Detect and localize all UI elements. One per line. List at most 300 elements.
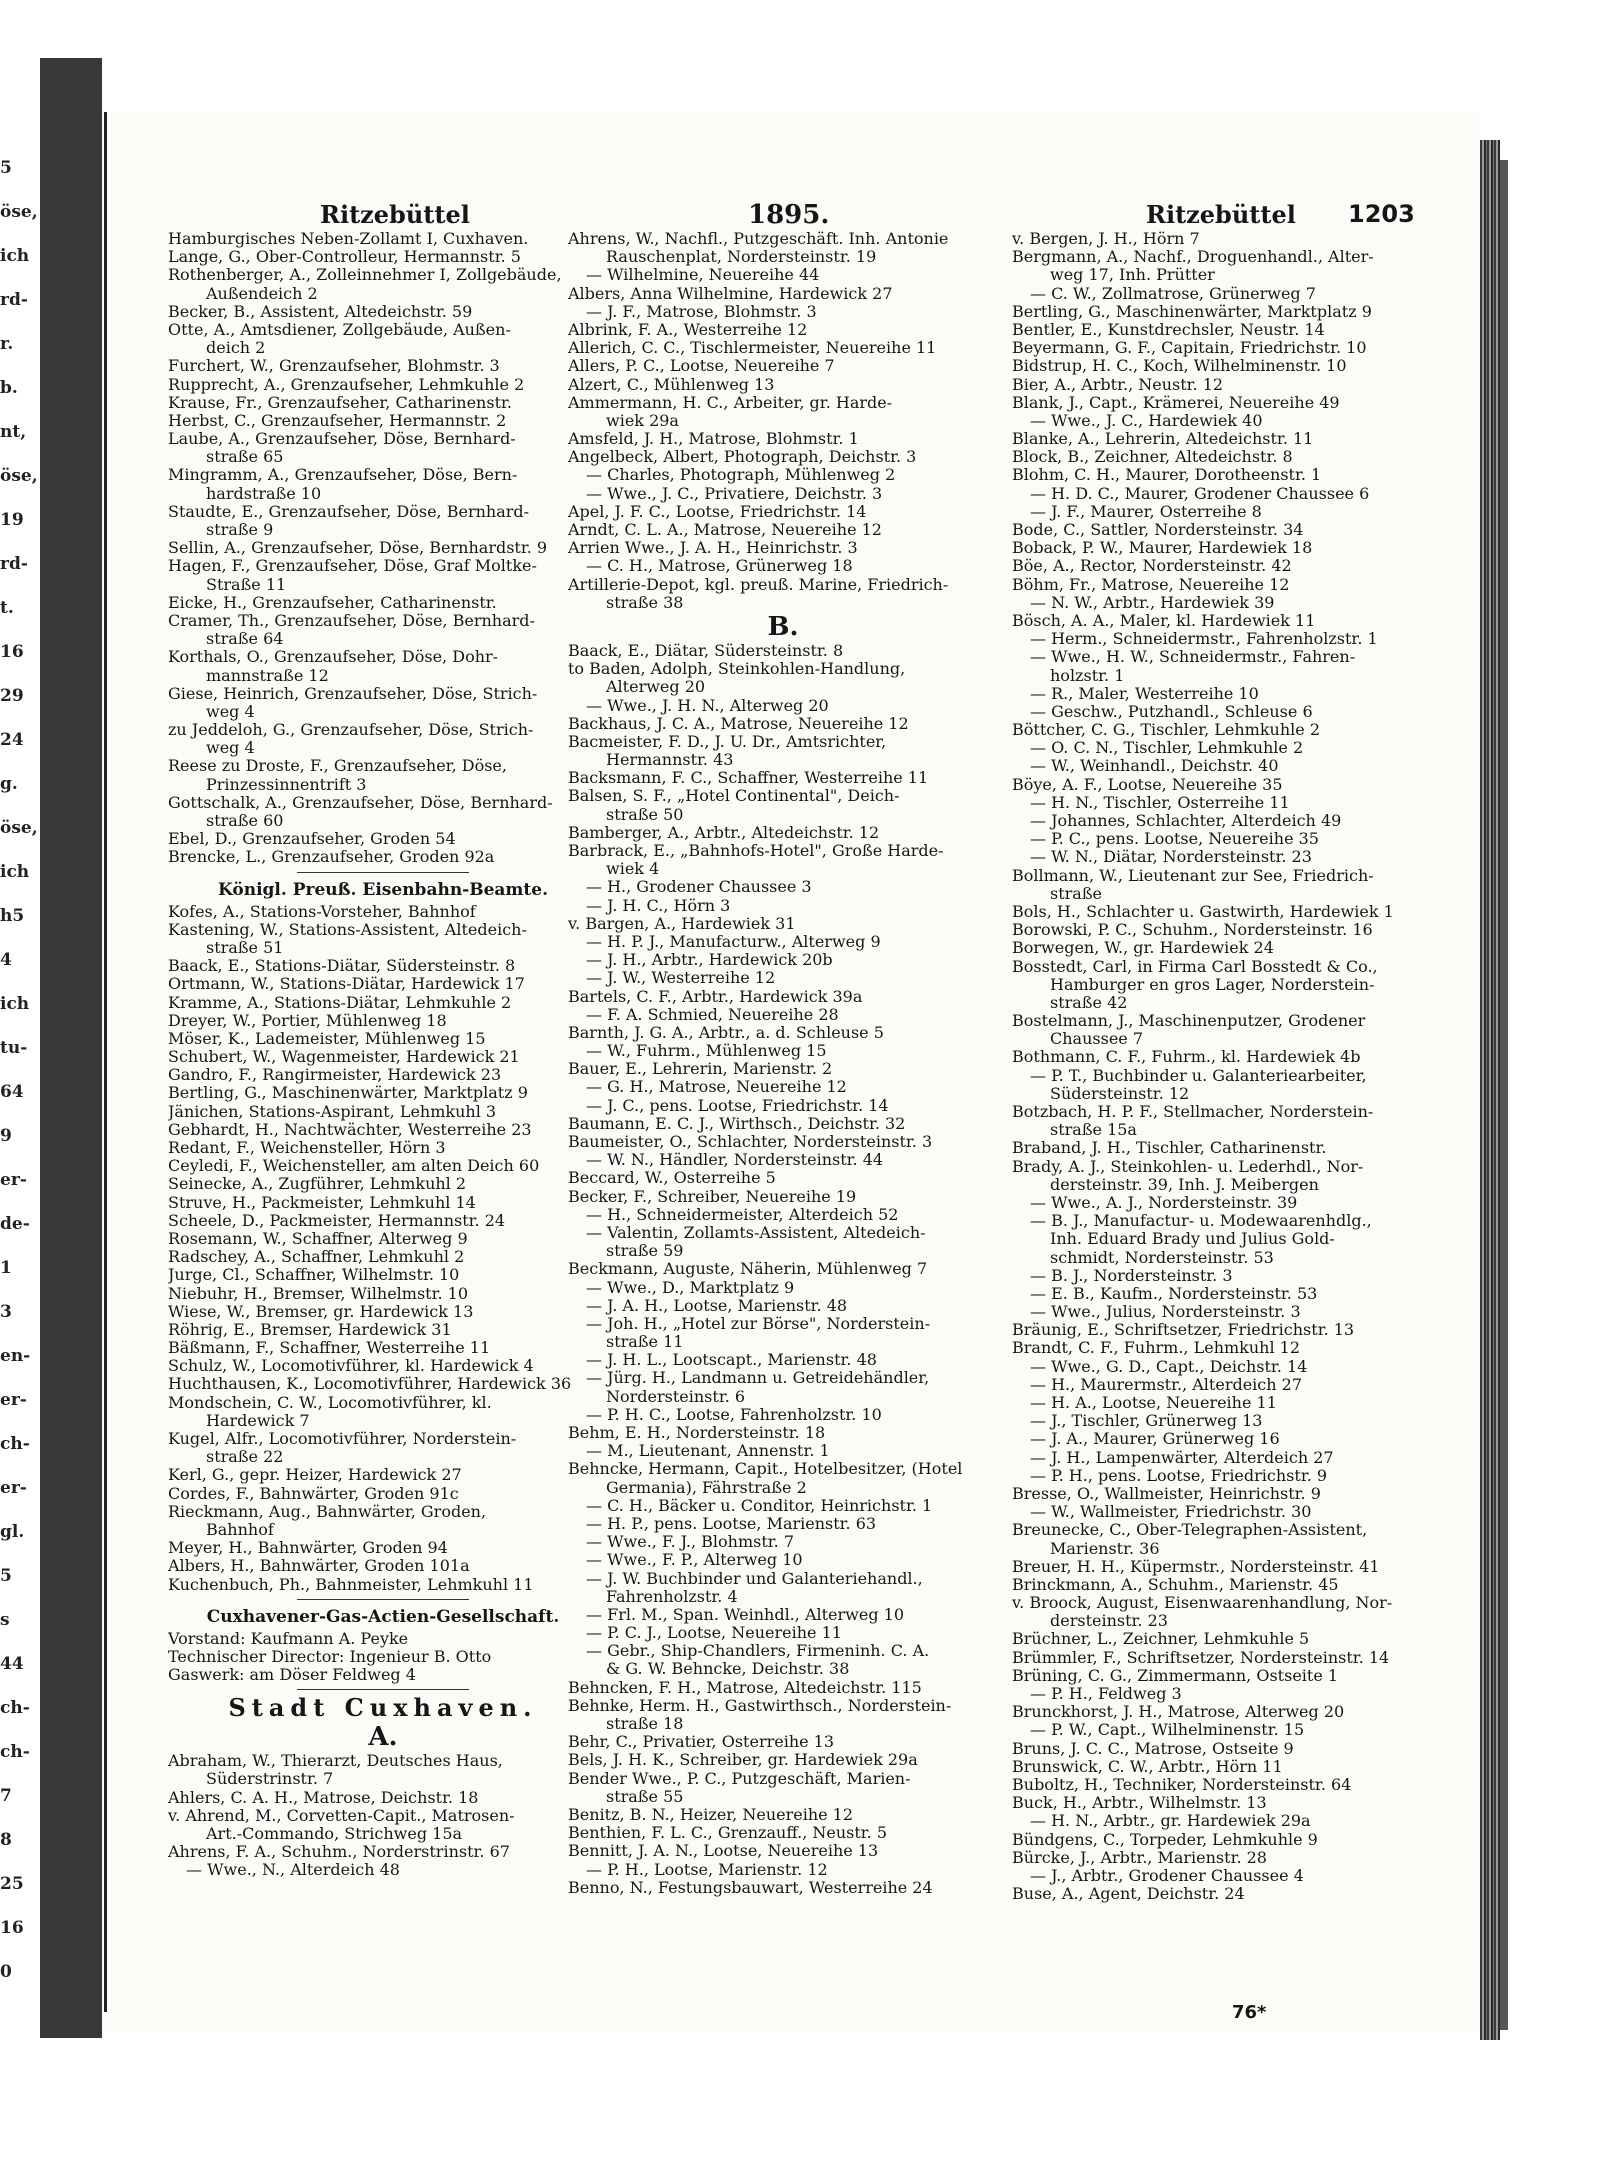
directory-entry: Breuer, H. H., Küpermstr., Nordersteinstr. 41 bbox=[1012, 1557, 1380, 1576]
directory-entry: Hagen, F., Grenzaufseher, Döse, Graf Moltke- bbox=[168, 557, 537, 576]
entry-continuation: straße 42 bbox=[1050, 993, 1128, 1012]
directory-entry: Bier, A., Arbtr., Neustr. 12 bbox=[1012, 375, 1224, 394]
directory-entry: Bäßmann, F., Schaffner, Westerreihe 11 bbox=[168, 1339, 491, 1358]
entry-sub: — Frl. M., Span. Weinhdl., Alterweg 10 bbox=[586, 1605, 905, 1624]
previous-page-fragment: er- bbox=[0, 1478, 27, 1498]
entry-sub: — Wwe., A. J., Nordersteinstr. 39 bbox=[1030, 1193, 1298, 1212]
directory-column-2 bbox=[568, 230, 998, 1897]
directory-entry: Barnth, J. G. A., Arbtr., a. d. Schleuse 5 bbox=[568, 1023, 884, 1042]
directory-entry: Ahrens, W., Nachfl., Putzgeschäft. Inh. Antonie bbox=[568, 230, 949, 248]
directory-entry: Bols, H., Schlachter u. Gastwirth, Hardewiek 1 bbox=[1012, 902, 1394, 921]
directory-entry: Brady, A. J., Steinkohlen- u. Lederhdl., Nor- bbox=[1012, 1157, 1364, 1176]
directory-entry: Ceyledi, F., Weichensteller, am alten Deich 60 bbox=[168, 1157, 540, 1176]
directory-entry: Becker, F., Schreiber, Neuereihe 19 bbox=[568, 1187, 857, 1206]
entry-sub: — H. N., Arbtr., gr. Hardewiek 29a bbox=[1030, 1812, 1311, 1831]
entry-sub: — W., Wallmeister, Friedrichstr. 30 bbox=[1030, 1503, 1312, 1522]
entry-continuation: straße bbox=[1050, 884, 1102, 903]
directory-entry: Jurge, Cl., Schaffner, Wilhelmstr. 10 bbox=[168, 1266, 460, 1285]
entry-sub: — R., Maler, Westerreihe 10 bbox=[1030, 684, 1259, 703]
entry-continuation: straße 15a bbox=[1050, 1121, 1137, 1140]
directory-entry: Baack, E., Diätar, Südersteinstr. 8 bbox=[568, 641, 844, 660]
entry-sub: — J. H. C., Hörn 3 bbox=[586, 896, 731, 915]
directory-entry: Gandro, F., Rangirmeister, Hardewick 23 bbox=[168, 1066, 502, 1085]
entry-sub: — M., Lieutenant, Annenstr. 1 bbox=[586, 1442, 830, 1461]
entry-continuation: Alterweg 20 bbox=[606, 678, 706, 697]
directory-entry: Boback, P. W., Maurer, Hardewiek 18 bbox=[1012, 539, 1313, 558]
directory-entry: Buse, A., Agent, Deichstr. 24 bbox=[1012, 1885, 1245, 1904]
previous-page-fragment: 0 bbox=[0, 1962, 12, 1982]
entry-continuation: & G. W. Behncke, Deichstr. 38 bbox=[606, 1660, 850, 1679]
directory-entry: Brinckmann, A., Schuhm., Marienstr. 45 bbox=[1012, 1575, 1339, 1594]
directory-entry: v. Broock, August, Eisenwaarenhandlung, Nor- bbox=[1012, 1594, 1393, 1613]
entry-sub: — J. W. Buchbinder und Galanteriehandl., bbox=[586, 1569, 923, 1588]
directory-entry: Behncke, Hermann, Capit., Hotelbesitzer, (Hotel bbox=[568, 1460, 963, 1479]
section-rule bbox=[168, 867, 598, 877]
entry-continuation: straße 64 bbox=[206, 630, 284, 649]
scan-binding-shadow bbox=[40, 58, 102, 2038]
entry-continuation: dersteinstr. 39, Inh. J. Meibergen bbox=[1050, 1175, 1319, 1194]
entry-sub: — P. H. C., Lootse, Fahrenholzstr. 10 bbox=[586, 1405, 882, 1424]
previous-page-fragment: öse, bbox=[0, 466, 38, 486]
previous-page-fragment: ch- bbox=[0, 1698, 30, 1718]
directory-entry: Bender Wwe., P. C., Putzgeschäft, Marien- bbox=[568, 1769, 911, 1788]
directory-entry: Arrien Wwe., J. A. H., Heinrichstr. 3 bbox=[568, 539, 858, 558]
entry-sub: — Wwe., J. H. N., Alterweg 20 bbox=[586, 696, 829, 715]
directory-entry: Botzbach, H. P. F., Stellmacher, Norderstein- bbox=[1012, 1103, 1374, 1121]
entry-sub: — Wwe., Julius, Nordersteinstr. 3 bbox=[1030, 1303, 1301, 1322]
directory-entry: Kramme, A., Stations-Diätar, Lehmkuhle 2 bbox=[168, 993, 512, 1012]
directory-entry: Apel, J. F. C., Lootse, Friedrichstr. 14 bbox=[568, 502, 867, 521]
directory-entry: Buboltz, H., Techniker, Nordersteinstr. 64 bbox=[1012, 1775, 1352, 1794]
directory-entry: Cramer, Th., Grenzaufseher, Döse, Bernhard- bbox=[168, 611, 535, 630]
previous-page-fragment: 64 bbox=[0, 1082, 24, 1102]
entry-sub: — Johannes, Schlachter, Alterdeich 49 bbox=[1030, 812, 1342, 830]
previous-page-fragment: 16 bbox=[0, 1918, 24, 1938]
previous-page-fragment: s bbox=[0, 1610, 10, 1630]
entry-continuation: mannstraße 12 bbox=[206, 666, 329, 685]
previous-page-fragment: ich bbox=[0, 862, 30, 882]
directory-entry: Borwegen, W., gr. Hardewiek 24 bbox=[1012, 939, 1274, 958]
entry-sub: — Wwe., J. C., Hardewiek 40 bbox=[1030, 411, 1263, 430]
entry-continuation: straße 38 bbox=[606, 593, 684, 612]
previous-page-fragment: r. bbox=[0, 334, 14, 354]
directory-entry: Bidstrup, H. C., Koch, Wilhelminenstr. 10 bbox=[1012, 357, 1347, 376]
directory-entry: Alzert, C., Mühlenweg 13 bbox=[568, 375, 775, 394]
directory-entry: Böhm, Fr., Matrose, Neuereihe 12 bbox=[1012, 575, 1290, 594]
entry-continuation: Art.-Commando, Strichweg 15a bbox=[206, 1825, 463, 1843]
entry-sub: — N. W., Arbtr., Hardewiek 39 bbox=[1030, 593, 1275, 612]
entry-continuation: Süderstrinstr. 7 bbox=[206, 1770, 334, 1789]
entry-sub: — H. A., Lootse, Neuereihe 11 bbox=[1030, 1394, 1277, 1412]
running-head-year: 1895. bbox=[748, 200, 830, 230]
directory-entry: Bartels, C. F., Arbtr., Hardewick 39a bbox=[568, 987, 863, 1006]
entry-continuation: holzstr. 1 bbox=[1050, 666, 1125, 685]
directory-entry: Kerl, G., gepr. Heizer, Hardewick 27 bbox=[168, 1466, 462, 1485]
previous-page-fragment: 29 bbox=[0, 686, 24, 706]
directory-entry: Borowski, P. C., Schuhm., Nordersteinstr. 16 bbox=[1012, 921, 1373, 940]
entry-continuation: Südersteinstr. 12 bbox=[1050, 1084, 1190, 1103]
directory-entry: Brunckhorst, J. H., Matrose, Alterweg 20 bbox=[1012, 1703, 1345, 1722]
previous-page-fragment: 1 bbox=[0, 1258, 12, 1278]
directory-entry: Dreyer, W., Portier, Mühlenweg 18 bbox=[168, 1011, 447, 1030]
previous-page-fragment: 5 bbox=[0, 158, 12, 178]
directory-entry: Bode, C., Sattler, Nordersteinstr. 34 bbox=[1012, 521, 1304, 539]
previous-page-fragment: 44 bbox=[0, 1654, 24, 1674]
directory-entry: Bothmann, C. F., Fuhrm., kl. Hardewiek 4b bbox=[1012, 1048, 1361, 1067]
directory-entry: v. Bergen, J. H., Hörn 7 bbox=[1012, 230, 1200, 248]
directory-entry: Schubert, W., Wagenmeister, Hardewick 21 bbox=[168, 1048, 520, 1067]
entry-sub: — H. P., pens. Lootse, Marienstr. 63 bbox=[586, 1514, 877, 1533]
directory-entry: Schulz, W., Locomotivführer, kl. Hardewick 4 bbox=[168, 1357, 534, 1376]
directory-entry: Furchert, W., Grenzaufseher, Blohmstr. 3 bbox=[168, 357, 500, 376]
entry-sub: — J., Tischler, Grünerweg 13 bbox=[1030, 1412, 1263, 1431]
directory-entry: Rieckmann, Aug., Bahnwärter, Groden, bbox=[168, 1502, 487, 1521]
entry-sub: — J. W., Westerreihe 12 bbox=[586, 969, 776, 988]
previous-page-fragment: 3 bbox=[0, 1302, 12, 1322]
directory-entry: Bösch, A. A., Maler, kl. Hardewiek 11 bbox=[1012, 611, 1316, 630]
page-stack-edge bbox=[1480, 140, 1500, 2040]
section-rule bbox=[168, 1594, 598, 1604]
directory-entry: Benno, N., Festungsbauwart, Westerreihe 24 bbox=[568, 1878, 933, 1897]
directory-entry: Ortmann, W., Stations-Diätar, Hardewick 17 bbox=[168, 975, 525, 994]
directory-entry: Sellin, A., Grenzaufseher, Döse, Bernhardstr. 9 bbox=[168, 539, 548, 558]
entry-continuation: Germania), Fährstraße 2 bbox=[606, 1478, 807, 1497]
directory-entry: Blohm, C. H., Maurer, Dorotheenstr. 1 bbox=[1012, 466, 1322, 485]
entry-sub: — P. W., Capt., Wilhelminenstr. 15 bbox=[1030, 1721, 1305, 1740]
directory-entry: Blanke, A., Lehrerin, Altedeichstr. 11 bbox=[1012, 430, 1314, 449]
entry-sub: — P. H., Feldweg 3 bbox=[1030, 1685, 1182, 1703]
previous-page-fragment: t. bbox=[0, 598, 14, 618]
entry-sub: — W. N., Händler, Nordersteinstr. 44 bbox=[586, 1151, 884, 1170]
directory-entry: Kugel, Alfr., Locomotivführer, Norderstein- bbox=[168, 1430, 517, 1448]
entry-sub: — P. T., Buchbinder u. Galanteriearbeiter, bbox=[1030, 1066, 1367, 1085]
directory-entry: Backsmann, F. C., Schaffner, Westerreihe 11 bbox=[568, 769, 929, 788]
directory-entry: Beckmann, Auguste, Näherin, Mühlenweg 7 bbox=[568, 1260, 928, 1279]
directory-entry: Behm, E. H., Nordersteinstr. 18 bbox=[568, 1424, 826, 1442]
directory-entry: Albrink, F. A., Westerreihe 12 bbox=[568, 320, 808, 339]
directory-entry: Ammermann, H. C., Arbeiter, gr. Harde- bbox=[568, 393, 893, 412]
entry-sub: — C. H., Matrose, Grünerweg 18 bbox=[586, 557, 853, 576]
directory-entry: Brümmler, F., Schriftsetzer, Nordersteinstr. 14 bbox=[1012, 1648, 1390, 1667]
directory-entry: Meyer, H., Bahnwärter, Groden 94 bbox=[168, 1539, 448, 1558]
entry-continuation: straße 11 bbox=[606, 1333, 684, 1352]
directory-entry: Böe, A., Rector, Nordersteinstr. 42 bbox=[1012, 557, 1292, 576]
directory-entry: v. Bargen, A., Hardewiek 31 bbox=[568, 914, 796, 933]
entry-continuation: straße 59 bbox=[606, 1242, 684, 1261]
letter-heading: A. bbox=[368, 1722, 398, 1753]
directory-entry: Gottschalk, A., Grenzaufseher, Döse, Bernhard- bbox=[168, 793, 553, 812]
entry-continuation: Prinzessinnentrift 3 bbox=[206, 775, 367, 794]
previous-page-fragment: en- bbox=[0, 1346, 31, 1366]
entry-sub: — P. H., Lootse, Marienstr. 12 bbox=[586, 1860, 828, 1879]
entry-continuation: schmidt, Nordersteinstr. 53 bbox=[1050, 1248, 1274, 1267]
directory-entry: Rothenberger, A., Zolleinnehmer I, Zollgebäude, bbox=[168, 266, 562, 285]
directory-entry: zu Jeddeloh, G., Grenzaufseher, Döse, Strich- bbox=[168, 721, 534, 740]
directory-entry: Brandt, C. F., Fuhrm., Lehmkuhl 12 bbox=[1012, 1339, 1301, 1358]
directory-entry: Albers, Anna Wilhelmine, Hardewick 27 bbox=[568, 284, 893, 303]
previous-page-fragment: 19 bbox=[0, 510, 24, 530]
directory-entry: Bergmann, A., Nachf., Droguenhandl., Alter- bbox=[1012, 248, 1374, 267]
directory-entry: Röhrig, E., Bremser, Hardewick 31 bbox=[168, 1320, 452, 1339]
page-number: 1203 bbox=[1348, 200, 1415, 228]
directory-entry: Bauer, E., Lehrerin, Marienstr. 2 bbox=[568, 1060, 833, 1079]
previous-page-fragment: ch- bbox=[0, 1434, 30, 1454]
directory-entry: Baumeister, O., Schlachter, Nordersteinstr. 3 bbox=[568, 1133, 933, 1151]
directory-entry: Krause, Fr., Grenzaufseher, Catharinenstr. bbox=[168, 393, 512, 412]
entry-continuation: hardstraße 10 bbox=[206, 484, 322, 503]
directory-entry: Bräunig, E., Schriftsetzer, Friedrichstr. 13 bbox=[1012, 1321, 1355, 1340]
entry-continuation: Hamburger en gros Lager, Norderstein- bbox=[1050, 975, 1375, 994]
directory-entry: Staudte, E., Grenzaufseher, Döse, Bernhard- bbox=[168, 502, 530, 521]
entry-sub: — W. N., Diätar, Nordersteinstr. 23 bbox=[1030, 848, 1312, 867]
directory-entry: Niebuhr, H., Bremser, Wilhelmstr. 10 bbox=[168, 1284, 469, 1303]
directory-entry: Seinecke, A., Zugführer, Lehmkuhl 2 bbox=[168, 1175, 467, 1194]
previous-page-fragment: 16 bbox=[0, 642, 24, 662]
directory-entry: Huchthausen, K., Locomotivführer, Hardewick 36 bbox=[168, 1375, 572, 1394]
directory-entry: Beccard, W., Osterreihe 5 bbox=[568, 1169, 776, 1188]
directory-entry: Bels, J. H. K., Schreiber, gr. Hardewiek 29a bbox=[568, 1751, 918, 1770]
entry-sub: — J. H. L., Lootscapt., Marienstr. 48 bbox=[586, 1351, 877, 1370]
directory-entry: v. Ahrend, M., Corvetten-Capit., Matrosen- bbox=[168, 1806, 515, 1825]
directory-entry: Ahrens, F. A., Schuhm., Norderstrinstr. 67 bbox=[168, 1843, 510, 1862]
directory-entry: Backhaus, J. C. A., Matrose, Neuereihe 12 bbox=[568, 714, 909, 733]
entry-sub: — Wwe., G. D., Capt., Deichstr. 14 bbox=[1030, 1357, 1308, 1376]
directory-entry: Wiese, W., Bremser, gr. Hardewick 13 bbox=[168, 1302, 474, 1321]
entry-sub: — B. J., Nordersteinstr. 3 bbox=[1030, 1266, 1233, 1285]
entry-sub: — P. H., pens. Lootse, Friedrichstr. 9 bbox=[1030, 1466, 1328, 1485]
entry-sub: — J. H., Arbtr., Hardewick 20b bbox=[586, 951, 833, 970]
directory-entry: Brüning, C. G., Zimmermann, Ostseite 1 bbox=[1012, 1666, 1339, 1685]
directory-entry: Behr, C., Privatier, Osterreihe 13 bbox=[568, 1733, 835, 1752]
directory-entry: Benitz, B. N., Heizer, Neuereihe 12 bbox=[568, 1805, 854, 1824]
directory-entry: Arndt, C. L. A., Matrose, Neuereihe 12 bbox=[568, 521, 882, 539]
previous-page-fragment: tu- bbox=[0, 1038, 28, 1058]
directory-entry: Kastening, W., Stations-Assistent, Altedeich- bbox=[168, 920, 527, 939]
directory-entry: Benthien, F. L. C., Grenzauff., Neustr. 5 bbox=[568, 1824, 888, 1843]
previous-page-fragment: nt, bbox=[0, 422, 27, 442]
page-stack-shadow bbox=[1500, 160, 1508, 2030]
entry-sub: — F. A. Schmied, Neuereihe 28 bbox=[586, 1005, 839, 1024]
entry-continuation: Inh. Eduard Brady und Julius Gold- bbox=[1050, 1230, 1335, 1249]
section-rule bbox=[168, 1684, 598, 1694]
directory-entry: Scheele, D., Packmeister, Hermannstr. 24 bbox=[168, 1211, 506, 1230]
directory-entry: Barbrack, E., „Bahnhofs-Hotel", Große Harde- bbox=[568, 842, 944, 860]
entry-continuation: Straße 11 bbox=[206, 575, 287, 594]
entry-sub: — O. C. N., Tischler, Lehmkuhle 2 bbox=[1030, 739, 1304, 758]
directory-entry: Kuchenbuch, Ph., Bahnmeister, Lehmkuhl 11 bbox=[168, 1575, 534, 1594]
directory-entry: Bruns, J. C. C., Matrose, Ostseite 9 bbox=[1012, 1739, 1294, 1758]
entry-sub: — H., Schneidermeister, Alterdeich 52 bbox=[586, 1205, 899, 1224]
previous-page-fragment: 5 bbox=[0, 1566, 12, 1586]
section-heading: Königl. Preuß. Eisenbahn-Beamte. bbox=[217, 879, 549, 900]
entry-sub: — G. H., Matrose, Neuereihe 12 bbox=[586, 1078, 847, 1097]
section-heading: Cuxhavener-Gas-Actien-Gesellschaft. bbox=[206, 1606, 560, 1627]
directory-entry: Böye, A. F., Lootse, Neuereihe 35 bbox=[1012, 775, 1283, 794]
directory-entry: Bacmeister, F. D., J. U. Dr., Amtsrichter, bbox=[568, 732, 887, 751]
directory-entry: Artillerie-Depot, kgl. preuß. Marine, Friedrich- bbox=[568, 575, 949, 594]
previous-page-fragment: de- bbox=[0, 1214, 30, 1234]
entry-sub: — H. N., Tischler, Osterreihe 11 bbox=[1030, 793, 1290, 812]
entry-sub: — Charles, Photograph, Mühlenweg 2 bbox=[586, 466, 896, 485]
directory-entry: Braband, J. H., Tischler, Catharinenstr. bbox=[1012, 1139, 1327, 1158]
directory-entry: Bamberger, A., Arbtr., Altedeichstr. 12 bbox=[568, 823, 880, 842]
directory-entry: Rosemann, W., Schaffner, Alterweg 9 bbox=[168, 1229, 468, 1248]
directory-entry: Blank, J., Capt., Krämerei, Neuereihe 49 bbox=[1012, 393, 1340, 412]
directory-entry: Abraham, W., Thierarzt, Deutsches Haus, bbox=[168, 1752, 503, 1771]
directory-entry: Cordes, F., Bahnwärter, Groden 91c bbox=[168, 1484, 459, 1503]
entry-sub: — C. W., Zollmatrose, Grünerweg 7 bbox=[1030, 284, 1316, 303]
directory-entry: Kofes, A., Stations-Vorsteher, Bahnhof bbox=[168, 902, 476, 921]
directory-entry: Bentler, E., Kunstdrechsler, Neustr. 14 bbox=[1012, 320, 1325, 339]
directory-entry: Allerich, C. C., Tischlermeister, Neuereihe 11 bbox=[568, 339, 937, 358]
directory-entry: Baack, E., Stations-Diätar, Südersteinstr. 8 bbox=[168, 957, 516, 976]
directory-entry: Behncken, F. H., Matrose, Altedeichstr. 115 bbox=[568, 1678, 922, 1697]
previous-page-fragment: rd- bbox=[0, 554, 28, 574]
directory-entry: Breunecke, C., Ober-Telegraphen-Assistent, bbox=[1012, 1521, 1368, 1540]
entry-continuation: straße 18 bbox=[606, 1715, 684, 1733]
entry-sub: — J. A., Maurer, Grünerweg 16 bbox=[1030, 1430, 1280, 1449]
directory-entry: Otte, A., Amtsdiener, Zollgebäude, Außen- bbox=[168, 320, 511, 339]
directory-entry: Bresse, O., Wallmeister, Heinrichstr. 9 bbox=[1012, 1484, 1321, 1503]
entry-sub: — H. P. J., Manufacturw., Alterweg 9 bbox=[586, 932, 881, 951]
directory-entry: Beyermann, G. F., Capitain, Friedrichstr. 10 bbox=[1012, 339, 1367, 358]
directory-entry: Redant, F., Weichensteller, Hörn 3 bbox=[168, 1139, 446, 1157]
directory-column-3 bbox=[1012, 230, 1432, 1903]
entry-sub: — E. B., Kaufm., Nordersteinstr. 53 bbox=[1030, 1284, 1318, 1303]
directory-entry: Mondschein, C. W., Locomotivführer, kl. bbox=[168, 1393, 492, 1412]
signature-mark: 76* bbox=[1232, 2002, 1267, 2023]
directory-entry: Bostelmann, J., Maschinenputzer, Grodener bbox=[1012, 1012, 1366, 1031]
directory-entry: Amsfeld, J. H., Matrose, Blohmstr. 1 bbox=[568, 430, 859, 449]
entry-sub: — Geschw., Putzhandl., Schleuse 6 bbox=[1030, 702, 1313, 721]
entry-sub: — Wwe., N., Alterdeich 48 bbox=[186, 1861, 400, 1880]
directory-entry: Brüchner, L., Zeichner, Lehmkuhle 5 bbox=[1012, 1630, 1310, 1649]
directory-entry: Bertling, G., Maschinenwärter, Marktplatz 9 bbox=[168, 1084, 528, 1103]
directory-entry: Möser, K., Lademeister, Mühlenweg 15 bbox=[168, 1029, 486, 1048]
directory-entry: Bosstedt, Carl, in Firma Carl Bosstedt & Co., bbox=[1012, 957, 1378, 976]
entry-sub: — B. J., Manufactur- u. Modewaarenhdlg., bbox=[1030, 1212, 1372, 1231]
entry-sub: — H., Grodener Chaussee 3 bbox=[586, 878, 812, 897]
previous-page-edge bbox=[0, 118, 38, 2018]
entry-sub: — Wwe., F. J., Blohmstr. 7 bbox=[586, 1533, 795, 1552]
entry-continuation: Rauschenplat, Nordersteinstr. 19 bbox=[606, 248, 877, 267]
entry-continuation: deich 2 bbox=[206, 339, 266, 358]
directory-entry: Becker, B., Assistent, Altedeichstr. 59 bbox=[168, 302, 473, 321]
entry-continuation: Hardewick 7 bbox=[206, 1411, 310, 1430]
directory-entry: Korthals, O., Grenzaufseher, Döse, Dohr- bbox=[168, 648, 499, 667]
entry-sub: — J. C., pens. Lootse, Friedrichstr. 14 bbox=[586, 1096, 889, 1115]
entry-continuation: straße 55 bbox=[606, 1787, 684, 1806]
entry-sub: — Wwe., F. P., Alterweg 10 bbox=[586, 1551, 803, 1570]
directory-entry: Hamburgisches Neben-Zollamt I, Cuxhaven. bbox=[168, 230, 529, 248]
section-title: Stadt Cuxhaven. bbox=[228, 1694, 538, 1723]
previous-page-fragment: rd- bbox=[0, 290, 28, 310]
directory-entry: Reese zu Droste, F., Grenzaufseher, Döse, bbox=[168, 757, 507, 776]
entry-continuation: Fahrenholzstr. 4 bbox=[606, 1587, 738, 1606]
previous-page-fragment: ch- bbox=[0, 1742, 30, 1762]
directory-entry: Albers, H., Bahnwärter, Groden 101a bbox=[168, 1557, 470, 1576]
directory-entry: Balsen, S. F., „Hotel Continental", Deich- bbox=[568, 787, 900, 806]
directory-entry: Eicke, H., Grenzaufseher, Catharinenstr. bbox=[168, 593, 497, 612]
directory-entry: Giese, Heinrich, Grenzaufseher, Döse, Strich- bbox=[168, 684, 538, 703]
entry-continuation: straße 50 bbox=[606, 805, 684, 824]
entry-continuation: straße 22 bbox=[206, 1448, 284, 1467]
entry-sub: — Herm., Schneidermstr., Fahrenholzstr. 1 bbox=[1030, 630, 1378, 649]
directory-entry: Baumann, E. C. J., Wirthsch., Deichstr. 32 bbox=[568, 1114, 906, 1133]
directory-entry: Böttcher, C. G., Tischler, Lehmkuhle 2 bbox=[1012, 721, 1320, 740]
entry-sub: — J. H., Lampenwärter, Alterdeich 27 bbox=[1030, 1448, 1334, 1467]
previous-page-fragment: er- bbox=[0, 1170, 27, 1190]
previous-page-fragment: 9 bbox=[0, 1126, 12, 1146]
page-gutter-line bbox=[104, 112, 107, 2012]
entry-sub: — Wwe., J. C., Privatiere, Deichstr. 3 bbox=[586, 484, 883, 503]
directory-entry: Bollmann, W., Lieutenant zur See, Friedrich- bbox=[1012, 866, 1374, 885]
previous-page-fragment: 4 bbox=[0, 950, 12, 970]
previous-page-fragment: gl. bbox=[0, 1522, 25, 1542]
directory-entry: Jänichen, Stations-Aspirant, Lehmkuhl 3 bbox=[168, 1102, 497, 1121]
entry-continuation: straße 60 bbox=[206, 812, 284, 830]
entry-sub: — P. C. J., Lootse, Neuereihe 11 bbox=[586, 1624, 842, 1643]
entry-sub: — J. F., Matrose, Blohmstr. 3 bbox=[586, 302, 817, 321]
entry-sub: — H. D. C., Maurer, Grodener Chaussee 6 bbox=[1030, 484, 1370, 503]
entry-continuation: weg 4 bbox=[206, 702, 255, 721]
directory-entry: Bündgens, C., Torpeder, Lehmkuhle 9 bbox=[1012, 1830, 1318, 1849]
previous-page-fragment: ich bbox=[0, 246, 30, 266]
directory-entry: Struve, H., Packmeister, Lehmkuhl 14 bbox=[168, 1193, 476, 1212]
entry-sub: — C. H., Bäcker u. Conditor, Heinrichstr. 1 bbox=[586, 1496, 933, 1515]
directory-entry: Brunswick, C. W., Arbtr., Hörn 11 bbox=[1012, 1757, 1283, 1776]
entry-continuation: straße 51 bbox=[206, 938, 284, 957]
entry-sub: — W., Weinhandl., Deichstr. 40 bbox=[1030, 757, 1279, 776]
entry-sub: — J., Arbtr., Grodener Chaussee 4 bbox=[1030, 1866, 1304, 1885]
entry-sub: — J. F., Maurer, Osterreihe 8 bbox=[1030, 502, 1262, 521]
directory-entry: Radschey, A., Schaffner, Lehmkuhl 2 bbox=[168, 1248, 465, 1267]
directory-entry: Bürcke, J., Arbtr., Marienstr. 28 bbox=[1012, 1848, 1267, 1867]
directory-entry: Laube, A., Grenzaufseher, Döse, Bernhard- bbox=[168, 430, 516, 449]
directory-entry: Lange, G., Ober-Controlleur, Hermannstr. 5 bbox=[168, 248, 521, 267]
running-head-right: Ritzebüttel bbox=[1146, 200, 1296, 229]
directory-entry: Gaswerk: am Döser Feldweg 4 bbox=[168, 1666, 416, 1685]
entry-continuation: straße 65 bbox=[206, 448, 284, 467]
entry-sub: — Jürg. H., Landmann u. Getreidehändler, bbox=[586, 1369, 930, 1388]
letter-heading: B. bbox=[767, 611, 799, 642]
entry-sub: — Wwe., H. W., Schneidermstr., Fahren- bbox=[1030, 648, 1356, 667]
previous-page-fragment: 25 bbox=[0, 1874, 24, 1894]
entry-continuation: weg 4 bbox=[206, 739, 255, 758]
entry-sub: — W., Fuhrm., Mühlenweg 15 bbox=[586, 1042, 827, 1061]
entry-sub: — H., Maurermstr., Alterdeich 27 bbox=[1030, 1375, 1303, 1394]
directory-entry: Bertling, G., Maschinenwärter, Marktplatz 9 bbox=[1012, 302, 1372, 321]
previous-page-fragment: b. bbox=[0, 378, 18, 398]
previous-page-fragment: öse, bbox=[0, 818, 38, 838]
previous-page-fragment: 24 bbox=[0, 730, 24, 750]
entry-continuation: wiek 29a bbox=[606, 411, 679, 430]
entry-continuation: Hermannstr. 43 bbox=[606, 751, 734, 770]
entry-sub: — Joh. H., „Hotel zur Börse", Norderstein- bbox=[586, 1314, 931, 1333]
directory-entry: Bennitt, J. A. N., Lootse, Neuereihe 13 bbox=[568, 1842, 879, 1861]
directory-entry: Technischer Director: Ingenieur B. Otto bbox=[168, 1647, 492, 1666]
directory-entry: Herbst, C., Grenzaufseher, Hermannstr. 2 bbox=[168, 411, 507, 430]
entry-continuation: Chaussee 7 bbox=[1050, 1030, 1144, 1049]
entry-sub: — Valentin, Zollamts-Assistent, Altedeich- bbox=[586, 1223, 926, 1242]
entry-continuation: straße 9 bbox=[206, 521, 274, 539]
entry-continuation: Außendeich 2 bbox=[206, 284, 318, 303]
directory-entry: Ebel, D., Grenzaufseher, Groden 54 bbox=[168, 830, 456, 849]
directory-entry: Block, B., Zeichner, Altedeichstr. 8 bbox=[1012, 448, 1293, 467]
previous-page-fragment: 8 bbox=[0, 1830, 12, 1850]
entry-continuation: weg 17, Inh. Prütter bbox=[1050, 266, 1215, 285]
entry-sub: — Gebr., Ship-Chandlers, Firmeninh. C. A. bbox=[586, 1642, 930, 1661]
